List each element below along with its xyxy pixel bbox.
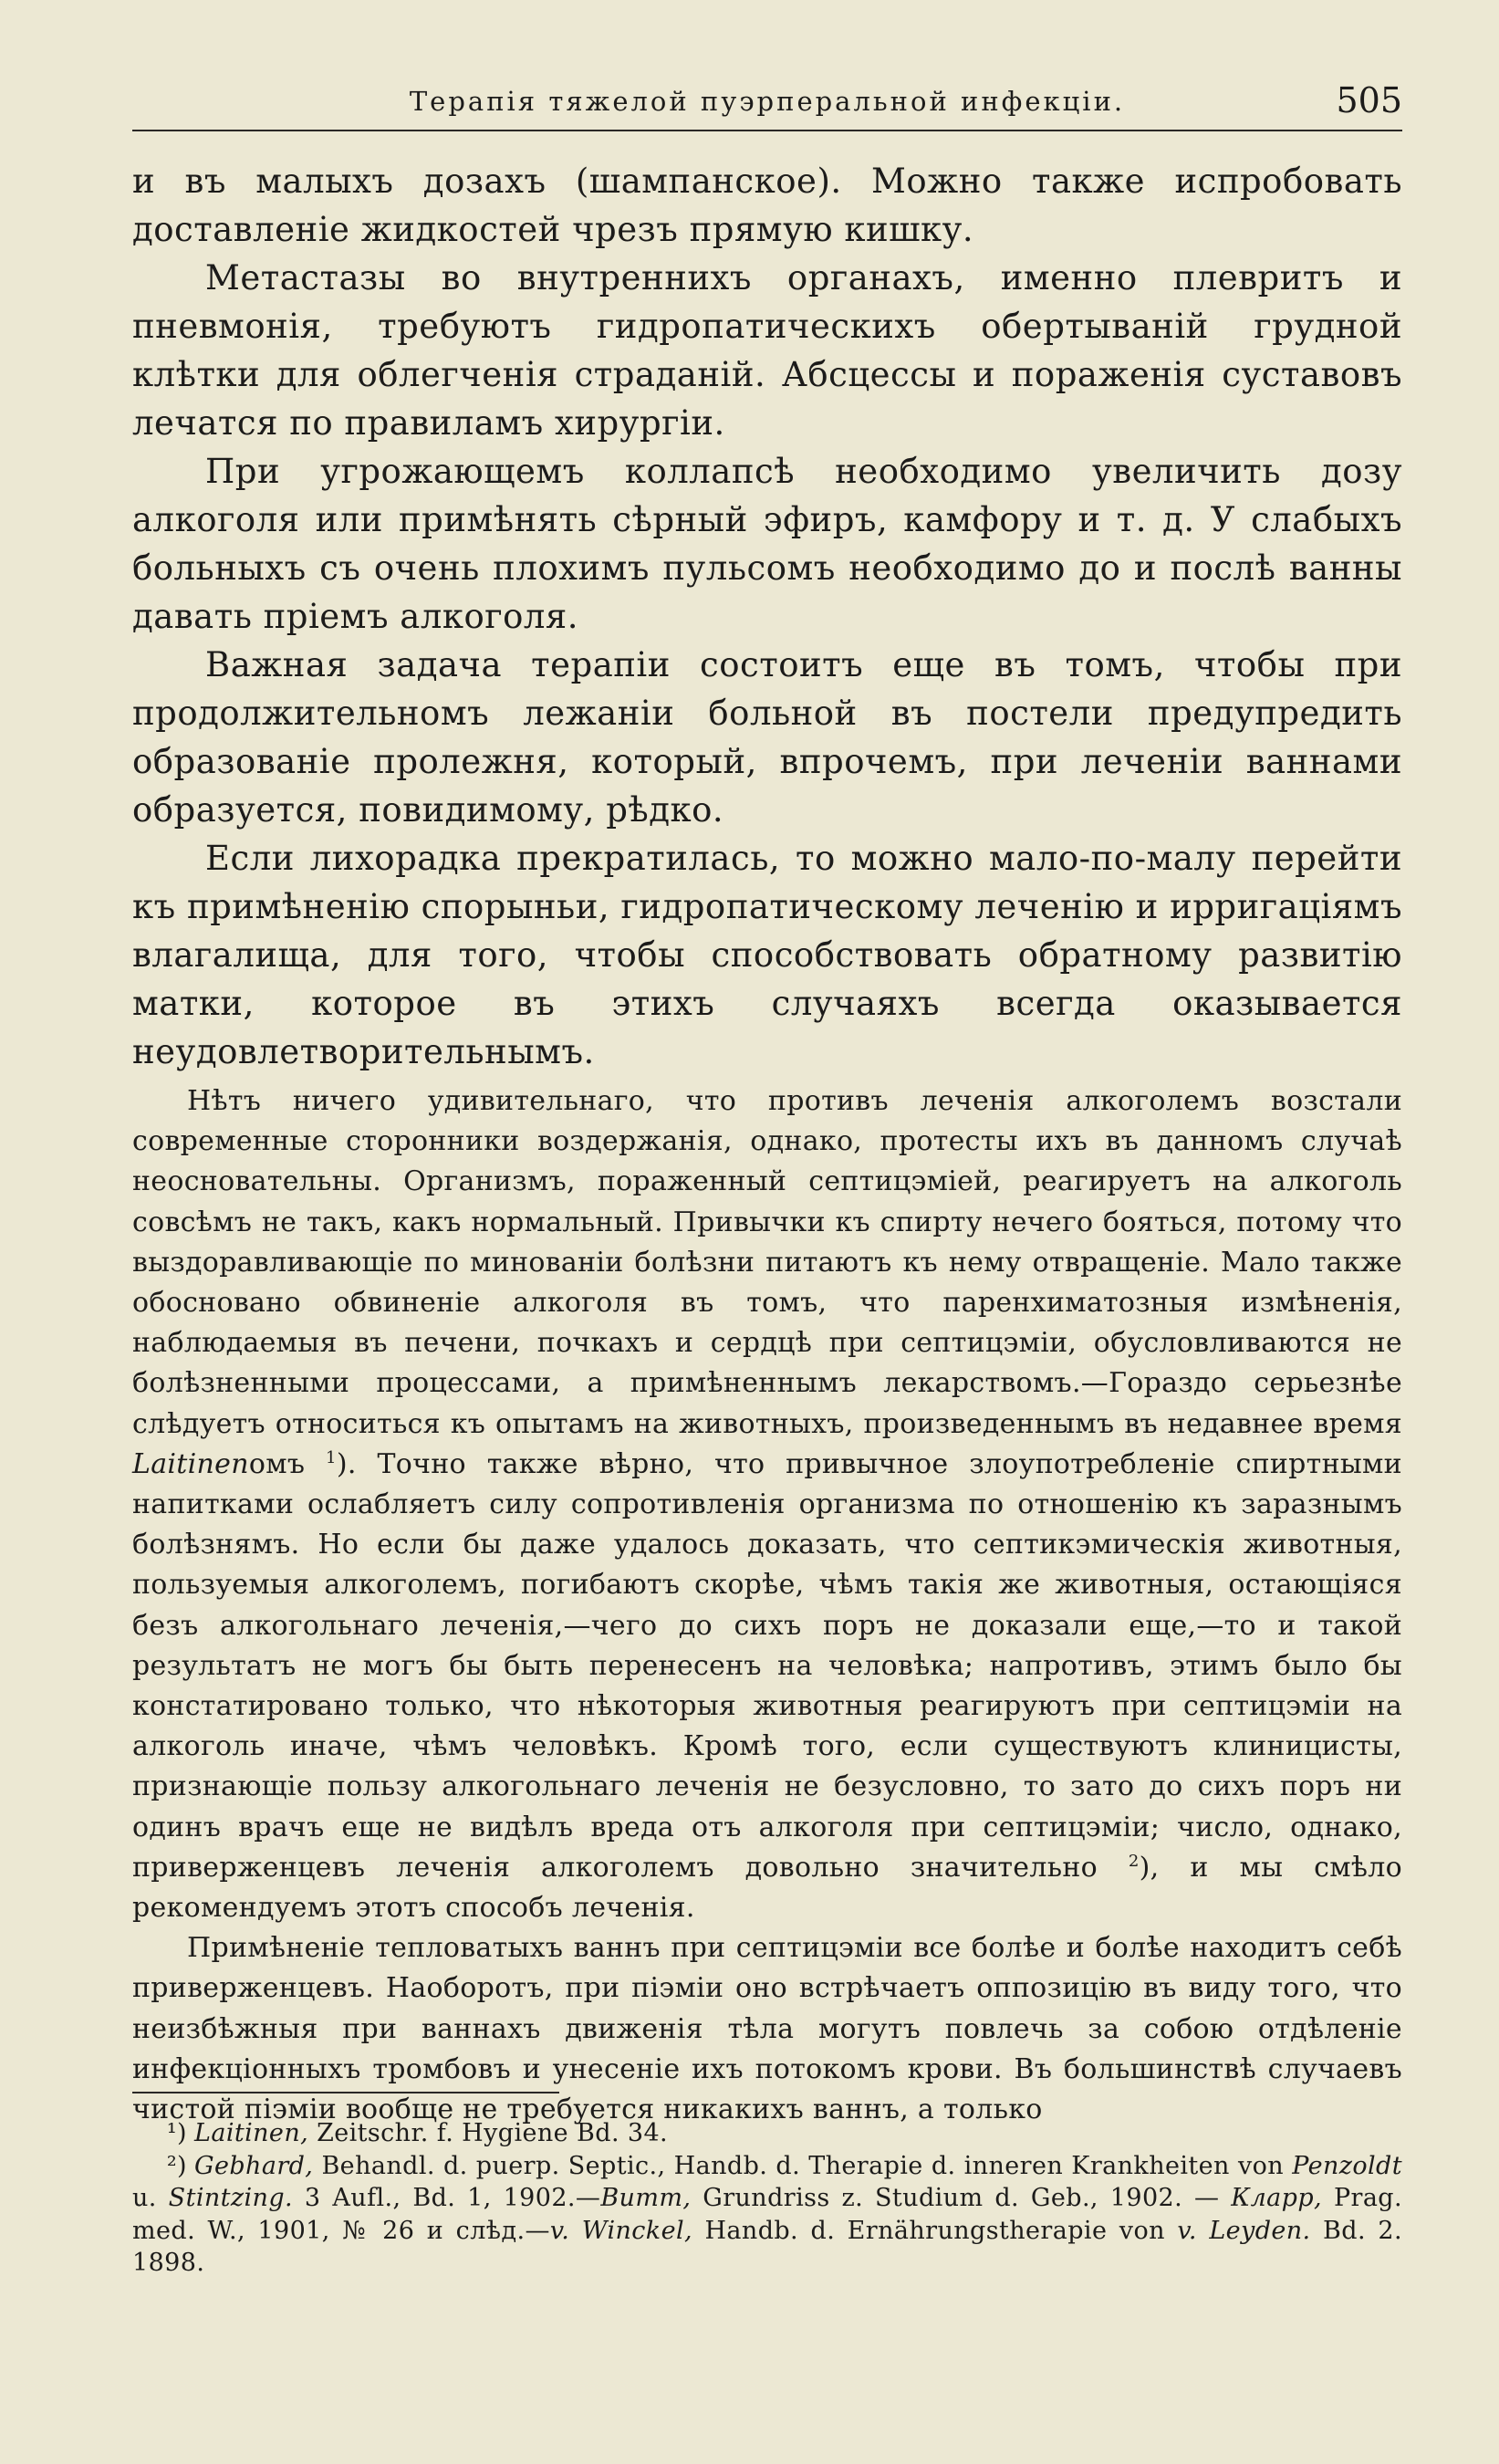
text-run: омъ xyxy=(248,1447,327,1480)
footnote-2 xyxy=(132,2150,1402,2280)
paragraph-alcohol-discussion xyxy=(132,1081,1402,1928)
footnote-ref[interactable]: 1 xyxy=(326,1447,337,1467)
footnote-number: ¹) xyxy=(166,2119,187,2147)
text-run: Behandl. d. puerp. Septic., Handb. d. Therapie d. inneren Krankheiten von xyxy=(313,2151,1293,2180)
paragraph-bedsores: Важная задача терапіи состоитъ еще въ томъ, чтобы при продолжительномъ лежаніи больной въ постели предупредить образованіе пролежня, который, впрочемъ, при леченіи ваннами образуется, повидимому, рѣдко. xyxy=(132,645,1402,830)
paragraph-fever-ended: Если лихорадка прекратилась, то можно мало-по-малу перейти къ примѣненію спорыньи, гидропатическому леченію и ирригаціямъ влагалища, для того, чтобы способствовать обратному развитію матки, которое въ этихъ случаяхъ всегда оказывается неудовлетворительнымъ. xyxy=(132,839,1402,1071)
running-title: Терапія тяжелой пуэрперальной инфекціи. xyxy=(409,86,1126,117)
header-rule xyxy=(132,130,1402,131)
text-run: u. xyxy=(132,2184,169,2212)
author-name: Laitinen xyxy=(132,1447,249,1480)
main-text xyxy=(132,157,1402,2130)
text-run: Нѣтъ ничего удивительнаго, что противъ леченія алкоголемъ возстали современные сторонники воздержанія, однако, протесты ихъ въ данномъ случаѣ неосновательны. Организмъ, пораженный септицэміей, реагируетъ на алкоголь совсѣмъ не такъ, какъ нормальный. Привычки къ спирту нечего бояться, потому что выздоравливающіе по минованіи болѣзни питаютъ къ нему отвращеніе. Мало также обосновано обвиненіе алкоголя въ томъ, что паренхиматозныя измѣненія, наблюдаемыя въ печени, почкахъ и сердцѣ при септицэміи, обусловливаются не болѣзненными процессами, а примѣненнымъ лекарствомъ.—Гораздо серьезнѣе слѣдуетъ относиться къ опытамъ на животныхъ, произведеннымъ въ недавнее время xyxy=(132,1085,1402,1440)
author-name: Stintzing. xyxy=(168,2184,294,2212)
footnote-rule xyxy=(132,2092,559,2093)
text-run: ). Точно также вѣрно, что привычное злоупотребленіе спиртными напитками ослабляетъ силу сопротивленія организма по отношенію къ заразнымъ болѣзнямъ. Но если бы даже удалось доказать, что септикэмическія животныя, пользуемыя алкоголемъ, погибаютъ скорѣе, чѣмъ такія же животныя, остающіяся безъ алкогольнаго леченія,—чего до сихъ поръ не доказали еще,—то и такой результатъ не могъ бы быть перенесенъ на человѣка; напротивъ, этимъ было бы констатировано только, что нѣкоторыя животныя реагируютъ при септицэміи на алкоголь иначе, чѣмъ человѣкъ. Кромѣ того, если существуютъ клиницисты, признающіе пользу алкогольнаго леченія не безусловно, то зато до сихъ поръ ни одинъ врачъ еще не видѣлъ вреда отъ алкоголя при септицэміи; число, однако, приверженцевъ леченія алкоголемъ довольно значительно xyxy=(132,1447,1402,1884)
author-name: Penzoldt xyxy=(1292,2151,1402,2180)
paragraph-collapse: При угрожающемъ коллапсѣ необходимо увеличить дозу алкоголя или примѣнять сѣрный эфиръ, камфору и т. д. У слабыхъ больныхъ съ очень плохимъ пульсомъ необходимо до и послѣ ванны давать пріемъ алкоголя. xyxy=(132,452,1402,636)
running-header xyxy=(132,80,1402,126)
text-run: ), и мы смѣло рекомендуемъ этотъ способъ леченія. xyxy=(132,1851,1402,1925)
author-name: Кларр, xyxy=(1231,2184,1323,2212)
author-name: Bumm, xyxy=(600,2184,692,2212)
text-run: Prag. med. W., 1901, № 26 и слѣд.— xyxy=(132,2184,1402,2245)
footnote-ref[interactable]: 2 xyxy=(1128,1851,1140,1871)
page-number: 505 xyxy=(1336,80,1402,120)
text-run: Bd. 2. 1898. xyxy=(132,2216,1402,2277)
text-run: Handb. d. Ernährungstherapie von xyxy=(692,2216,1178,2245)
footnotes xyxy=(132,2117,1402,2280)
author-name: v. Winckel, xyxy=(549,2216,692,2245)
footnote-1 xyxy=(132,2117,1402,2150)
paragraph-warm-baths: Примѣненіе тепловатыхъ ваннъ при септицэміи все болѣе и болѣе находитъ себѣ приверженцевъ. Наоборотъ, при піэміи оно встрѣчаетъ оппозицію въ виду того, что неизбѣжныя при ваннахъ движенія тѣла могутъ повлечь за собою отдѣленіе инфекціонныхъ тромбовъ и унесеніе ихъ потокомъ крови. Въ большинствѣ случаевъ чистой піэміи вообще не требуется никакихъ ваннъ, а только xyxy=(132,1932,1402,2126)
text-run: Grundriss z. Studium d. Geb., 1902. — xyxy=(691,2184,1232,2212)
text-run: 3 Aufl., Bd. 1, 1902.— xyxy=(293,2184,601,2212)
author-name: v. Leyden. xyxy=(1177,2216,1311,2245)
author-name: Laitinen, xyxy=(194,2119,309,2147)
author-name: Gebhard, xyxy=(194,2151,314,2180)
paragraph-continuation: и въ малыхъ дозахъ (шампанское). Можно также испробовать доставленіе жидкостей чрезъ прямую кишку. xyxy=(132,162,1402,249)
footnote-number: ²) xyxy=(166,2151,187,2180)
paragraph-metastases: Метастазы во внутреннихъ органахъ, именно плевритъ и пневмонія, требуютъ гидропатическихъ обертываній грудной клѣтки для облегченія страданій. Абсцессы и пораженія суставовъ лечатся по правиламъ хирургіи. xyxy=(132,258,1402,443)
text-run: Zeitschr. f. Hygiene Bd. 34. xyxy=(308,2119,669,2147)
